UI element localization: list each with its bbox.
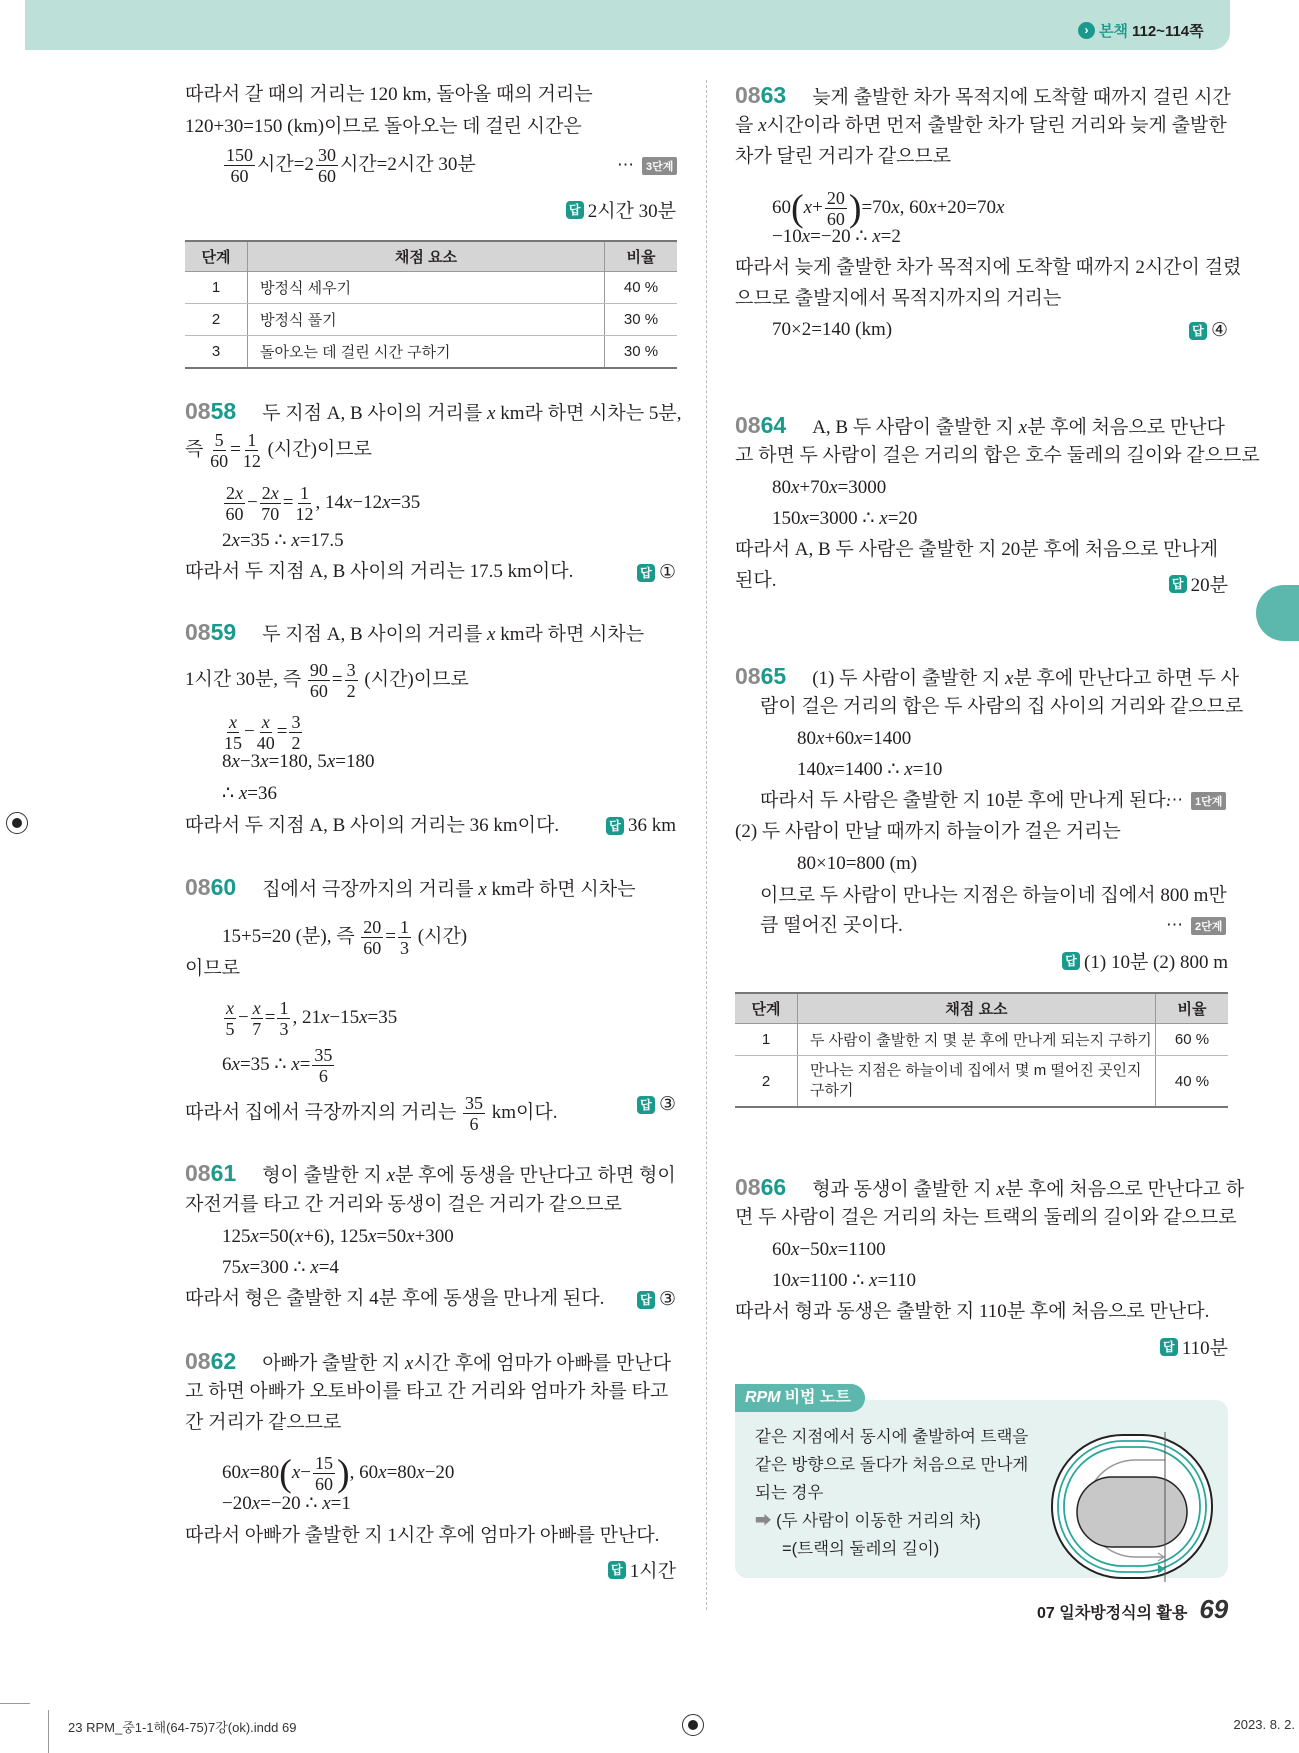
text-line: (2) 두 사람이 만날 때까지 하늘이가 걸은 거리는 xyxy=(735,821,1121,842)
problem-0865: 0865 (1) 두 사람이 출발한 지 x분 후에 만난다고 하면 두 사 xyxy=(735,663,1240,689)
equation-line: $\frac{x}{15}$ − $\frac{x}{40}$ = $\frac{3}{2}$ xyxy=(224,712,301,753)
text-line: 따라서 형은 출발한 지 4분 후에 동생을 만나게 된다. xyxy=(185,1288,605,1309)
answer: 답 2시간 30분 xyxy=(566,196,676,223)
answer: 답 20분 xyxy=(1169,570,1228,597)
equation-line: 60(x+ $\frac{20}{60}$ )=70x, 60x+20=70x xyxy=(772,187,1005,230)
answer: 답 ① xyxy=(637,561,676,584)
page-footer: 07 일차방정식의 활용 69 xyxy=(1037,1594,1229,1624)
textbook-reference xyxy=(1078,20,1204,41)
problem-0861: 0861 형이 출발한 지 x분 후에 동생을 만난다고 하면 형이 xyxy=(185,1160,676,1186)
text-line: 따라서 아빠가 출발한 지 1시간 후에 엄마가 아빠를 만난다. xyxy=(185,1525,660,1546)
answer: 답 (1) 10분 (2) 800 m xyxy=(1062,947,1228,974)
problem-0859: 0859 두 지점 A, B 사이의 거리를 x km라 하면 시차는 xyxy=(185,619,645,645)
track-diagram xyxy=(1050,1432,1215,1582)
tip-text: =(트랙의 둘레의 길이) xyxy=(782,1540,940,1558)
equation-line: 140x=1400 ∴ x=10 xyxy=(797,759,943,780)
text-line: 람이 걸은 거리의 합은 두 사람의 집 사이의 거리와 같으므로 xyxy=(760,696,1244,717)
chevron-right-icon: › xyxy=(1078,22,1095,39)
answer-icon: 답 xyxy=(566,201,584,219)
tip-text: ➡ (두 사람이 이동한 거리의 차) xyxy=(755,1512,981,1530)
text-line: 큼 떨어진 곳이다. xyxy=(760,915,903,936)
answer: 답 ④ xyxy=(1189,319,1228,342)
text-line: 고 하면 아빠가 오토바이를 타고 간 거리와 엄마가 차를 타고 xyxy=(185,1381,669,1402)
equation-line: 15+5=20 (분), 즉 $\frac{20}{60}$ = $\frac{1}{3}$ (시간) xyxy=(222,917,468,958)
reference-pages: 112~114쪽 xyxy=(1131,23,1204,40)
text-line: 120+30=150 (km)이므로 돌아오는 데 걸린 시간은 xyxy=(185,116,582,137)
text-line: 따라서 A, B 두 사람은 출발한 지 20분 후에 처음으로 만나게 xyxy=(735,539,1219,560)
equation-line: 60x−50x=1100 xyxy=(772,1239,886,1260)
equation-line: −20x=−20 ∴ x=1 xyxy=(222,1493,351,1514)
equation-line: 80×10=800 (m) xyxy=(797,853,918,874)
text-line: 간 거리가 같으므로 xyxy=(185,1412,342,1433)
equation-line: −10x=−20 ∴ x=2 xyxy=(772,226,901,247)
scoring-table: 단계 채점 요소 비율 1 방정식 세우기 40 % 2 방정식 풀기 30 % 3 돌아오는 데 걸린 시간 구하기 30 % xyxy=(185,240,677,369)
text-line: 을 x시간이라 하면 먼저 출발한 차가 달린 거리와 늦게 출발한 xyxy=(735,115,1227,136)
problem-0858: 0858 두 지점 A, B 사이의 거리를 x km라 하면 시차는 5분, xyxy=(185,398,682,424)
table-row: 1 방정식 세우기 40 % xyxy=(185,272,677,304)
slug-date: 2023. 8. 2. xyxy=(1233,1717,1295,1732)
equation-line: ∴ x=36 xyxy=(222,783,277,804)
equation-line: 150x=3000 ∴ x=20 xyxy=(772,508,918,529)
equation-line: 2x=35 ∴ x=17.5 xyxy=(222,530,344,551)
text-line: 면 두 사람이 걸은 거리의 차는 트랙의 둘레의 길이와 같으므로 xyxy=(735,1207,1237,1228)
answer: 답 ③ xyxy=(637,1093,676,1116)
equation-line: 60x=80(x− $\frac{15}{60}$ ), 60x=80x−20 xyxy=(222,1452,455,1495)
equation-line: 1시간 30분, 즉 $\frac{90}{60}$ = $\frac{3}{2}$ (시간)이므로 xyxy=(185,660,469,701)
text-line: 따라서 두 사람은 출발한 지 10분 후에 만나게 된다. xyxy=(760,790,1171,811)
registration-mark-icon xyxy=(682,1714,704,1736)
text-line: 따라서 집에서 극장까지의 거리는 $\frac{35}{6}$ km이다. xyxy=(185,1093,558,1134)
text-line: 따라서 두 지점 A, B 사이의 거리는 17.5 km이다. xyxy=(185,561,574,582)
equation-line: $\frac{2x}{60}$ − $\frac{2x}{70}$ = $\frac{1}{12}$ , 14x−12x=35 xyxy=(225,483,421,524)
equation-line: 75x=300 ∴ x=4 xyxy=(222,1257,339,1278)
crop-mark xyxy=(48,1710,49,1753)
registration-mark-icon xyxy=(6,812,28,834)
column-divider xyxy=(706,80,707,1610)
reference-label: 본책 xyxy=(1099,23,1128,40)
text-line: 이므로 xyxy=(185,958,241,979)
equation-line: 80x+60x=1400 xyxy=(797,728,912,749)
answer: 답 110분 xyxy=(1160,1333,1228,1360)
text-line: 따라서 두 지점 A, B 사이의 거리는 36 km이다. xyxy=(185,815,560,836)
chapter-side-tab xyxy=(1256,585,1299,641)
text-line: 따라서 늦게 출발한 차가 목적지에 도착할 때까지 2시간이 걸렸 xyxy=(735,257,1242,278)
page-header-band xyxy=(25,0,1230,50)
text-line: 이므로 두 사람이 만나는 지점은 하늘이네 집에서 800 m만 xyxy=(760,885,1227,906)
table-row: 2 방정식 풀기 30 % xyxy=(185,304,677,336)
rpm-tip-tag: RPM 비법 노트 xyxy=(735,1384,865,1412)
text-line: 따라서 갈 때의 거리는 120 km, 돌아올 때의 거리는 xyxy=(185,84,593,105)
step-marker: ⋯ 3단계 xyxy=(617,155,677,175)
equation-line: 80x+70x=3000 xyxy=(772,477,887,498)
equation-line: 6x=35 ∴ x= $\frac{35}{6}$ xyxy=(222,1045,333,1086)
arrow-right-icon: ➡ xyxy=(755,1512,772,1530)
answer: 답 1시간 xyxy=(608,1556,676,1583)
text-line: 차가 달린 거리가 같으므로 xyxy=(735,146,952,167)
crop-mark xyxy=(0,1703,30,1704)
text-line: 으므로 출발지에서 목적지까지의 거리는 xyxy=(735,288,1062,309)
problem-0864: 0864 A, B 두 사람이 출발한 지 x분 후에 처음으로 만난다 xyxy=(735,412,1225,438)
equation-line: $\frac{x}{5}$ − $\frac{x}{7}$ = $\frac{1}{3}$ , 21x−15x=35 xyxy=(225,998,398,1039)
equation-line: 125x=50(x+6), 125x=50x+300 xyxy=(222,1226,454,1247)
text-line: 자전거를 타고 간 거리와 동생이 걸은 거리가 같으므로 xyxy=(185,1194,623,1215)
step-marker: ⋯ 1단계 xyxy=(1166,790,1226,810)
text-line: 고 하면 두 사람이 걸은 거리의 합은 호수 둘레의 길이와 같으므로 xyxy=(735,445,1260,466)
equation-line: 8x−3x=180, 5x=180 xyxy=(222,751,375,772)
problem-0862: 0862 아빠가 출발한 지 x시간 후에 엄마가 아빠를 만난다 xyxy=(185,1348,671,1374)
slug-file: 23 RPM_중1-1해(64-75)7강(ok).indd 69 xyxy=(68,1720,297,1735)
text-line: 따라서 형과 동생은 출발한 지 110분 후에 처음으로 만난다. xyxy=(735,1301,1210,1322)
problem-0863: 0863 늦게 출발한 차가 목적지에 도착할 때까지 걸린 시간 xyxy=(735,82,1231,108)
answer: 답 36 km xyxy=(606,815,676,837)
answer: 답 ③ xyxy=(637,1288,676,1311)
table-row: 3 돌아오는 데 걸린 시간 구하기 30 % xyxy=(185,336,677,369)
scoring-table: 단계 채점 요소 비율 1 두 사람이 출발한 지 몇 분 후에 만나게 되는지 구하기 60 % 2 만나는 지점은 하늘이네 집에서 몇 m 떨어진 곳인지 구하기 40 % xyxy=(735,992,1228,1108)
equation-line: $\frac{150}{60}$ 시간=2 $\frac{30}{60}$ 시간=2시간 30분 xyxy=(226,145,476,186)
table-row: 2 만나는 지점은 하늘이네 집에서 몇 m 떨어진 곳인지 구하기 40 % xyxy=(735,1056,1228,1108)
tip-text: 되는 경우 xyxy=(755,1484,824,1502)
table-row: 1 두 사람이 출발한 지 몇 분 후에 만나게 되는지 구하기 60 % xyxy=(735,1024,1228,1056)
problem-0860: 0860 집에서 극장까지의 거리를 x km라 하면 시차는 xyxy=(185,874,636,900)
equation-line: 즉 $\frac{5}{60}$ = $\frac{1}{12}$ (시간)이므로 xyxy=(185,430,373,471)
tip-text: 같은 지점에서 동시에 출발하여 트랙을 xyxy=(755,1428,1029,1446)
step-marker: ⋯ 2단계 xyxy=(1166,915,1226,935)
problem-0866: 0866 형과 동생이 출발한 지 x분 후에 처음으로 만난다고 하 xyxy=(735,1174,1245,1200)
equation-line: 10x=1100 ∴ x=110 xyxy=(772,1270,916,1291)
text-line: 된다. xyxy=(735,570,777,591)
tip-text: 같은 방향으로 돌다가 처음으로 만나게 xyxy=(755,1456,1029,1474)
equation-line: 70×2=140 (km) xyxy=(772,319,893,340)
